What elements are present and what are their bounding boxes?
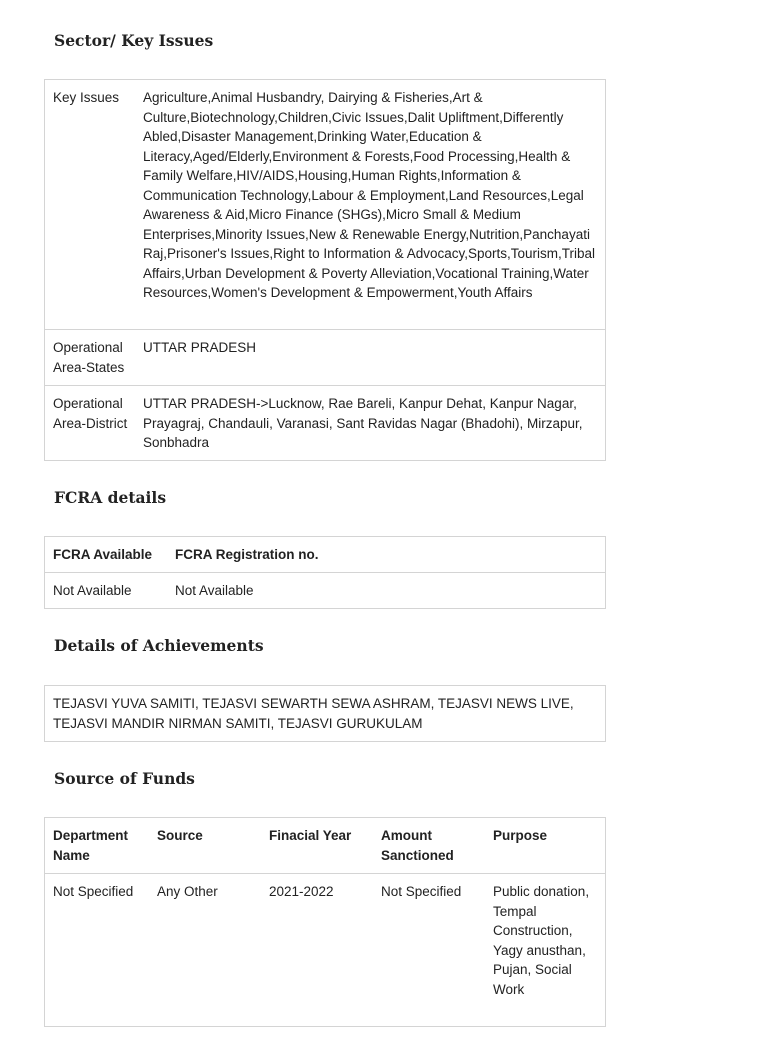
sector-table bbox=[44, 79, 606, 461]
funds-header-row bbox=[45, 818, 605, 874]
fcra-registration-value: Not Available bbox=[175, 582, 254, 598]
funds-cell-purpose: Public donation, Tempal Construction, Yagy anusthan, Pujan, Social Work bbox=[493, 884, 590, 997]
district-row bbox=[45, 386, 605, 460]
sector-title: Sector/ Key Issues bbox=[54, 31, 214, 50]
achievements-title: Details of Achievements bbox=[54, 636, 264, 655]
fcra-value-row bbox=[45, 573, 605, 608]
funds-header-year: Finacial Year bbox=[269, 828, 352, 843]
funds-cell-year: 2021-2022 bbox=[269, 884, 334, 899]
funds-cell-amount: Not Specified bbox=[381, 884, 462, 899]
achievements-box bbox=[44, 685, 606, 742]
district-value: UTTAR PRADESH->Lucknow, Rae Bareli, Kanpur Dehat, Kanpur Nagar, Prayagraj, Chandauli, Varanasi, Sant Ravidas Nagar (Bhadohi), Mirzapur, Sonbhadra bbox=[143, 396, 583, 450]
key-issues-value: Agriculture,Animal Husbandry, Dairying & Fisheries,Art & Culture,Biotechnology,Children,Civic Issues,Dalit Upliftment,Differently Abled,Disaster Management,Drinking Water,Education & Literacy,Aged/Elderly,Environment & Forests,Food Processing,Health & Family Welfare,HIV/AIDS,Housing,Human Rights,Information & Communication Technology,Labour & Employment,Land Resources,Legal Awareness & Aid,Micro Finance (SHGs),Micro Small & Medium Enterprises,Minority Issues,New & Renewable Energy,Nutrition,Panchayati Raj,Prisoner's Issues,Right to Information & Advocacy,Sports,Tourism,Tribal Affairs,Urban Development & Poverty Alleviation,Vocational Training,Water Resources,Women's Development & Empowerment,Youth Affairs bbox=[143, 90, 595, 300]
key-issues-row bbox=[45, 80, 605, 330]
funds-title: Source of Funds bbox=[54, 769, 195, 788]
fcra-header-row bbox=[45, 537, 605, 573]
fcra-available-value: Not Available bbox=[53, 582, 132, 598]
fcra-title: FCRA details bbox=[54, 488, 167, 507]
district-label: Operational Area-District bbox=[53, 396, 128, 431]
funds-header-source: Source bbox=[157, 828, 203, 843]
funds-header-department: Department Name bbox=[53, 828, 129, 863]
states-label: Operational Area-States bbox=[53, 340, 125, 375]
funds-header-amount: Amount Sanctioned bbox=[381, 828, 454, 863]
key-issues-label: Key Issues bbox=[53, 90, 120, 105]
funds-cell-department: Not Specified bbox=[53, 884, 134, 899]
funds-cell-source: Any Other bbox=[157, 884, 218, 899]
fcra-registration-header: FCRA Registration no. bbox=[175, 546, 319, 562]
achievements-text: TEJASVI YUVA SAMITI, TEJASVI SEWARTH SEWA ASHRAM, TEJASVI NEWS LIVE, TEJASVI MANDIR NIRMAN SAMITI, TEJASVI GURUKULAM bbox=[53, 696, 574, 731]
fcra-available-header: FCRA Available bbox=[53, 546, 153, 562]
fcra-table bbox=[44, 536, 606, 609]
states-value: UTTAR PRADESH bbox=[143, 340, 257, 355]
funds-data-row bbox=[45, 874, 605, 1026]
funds-header-purpose: Purpose bbox=[493, 828, 548, 843]
funds-table bbox=[44, 817, 606, 1027]
states-row bbox=[45, 330, 605, 386]
